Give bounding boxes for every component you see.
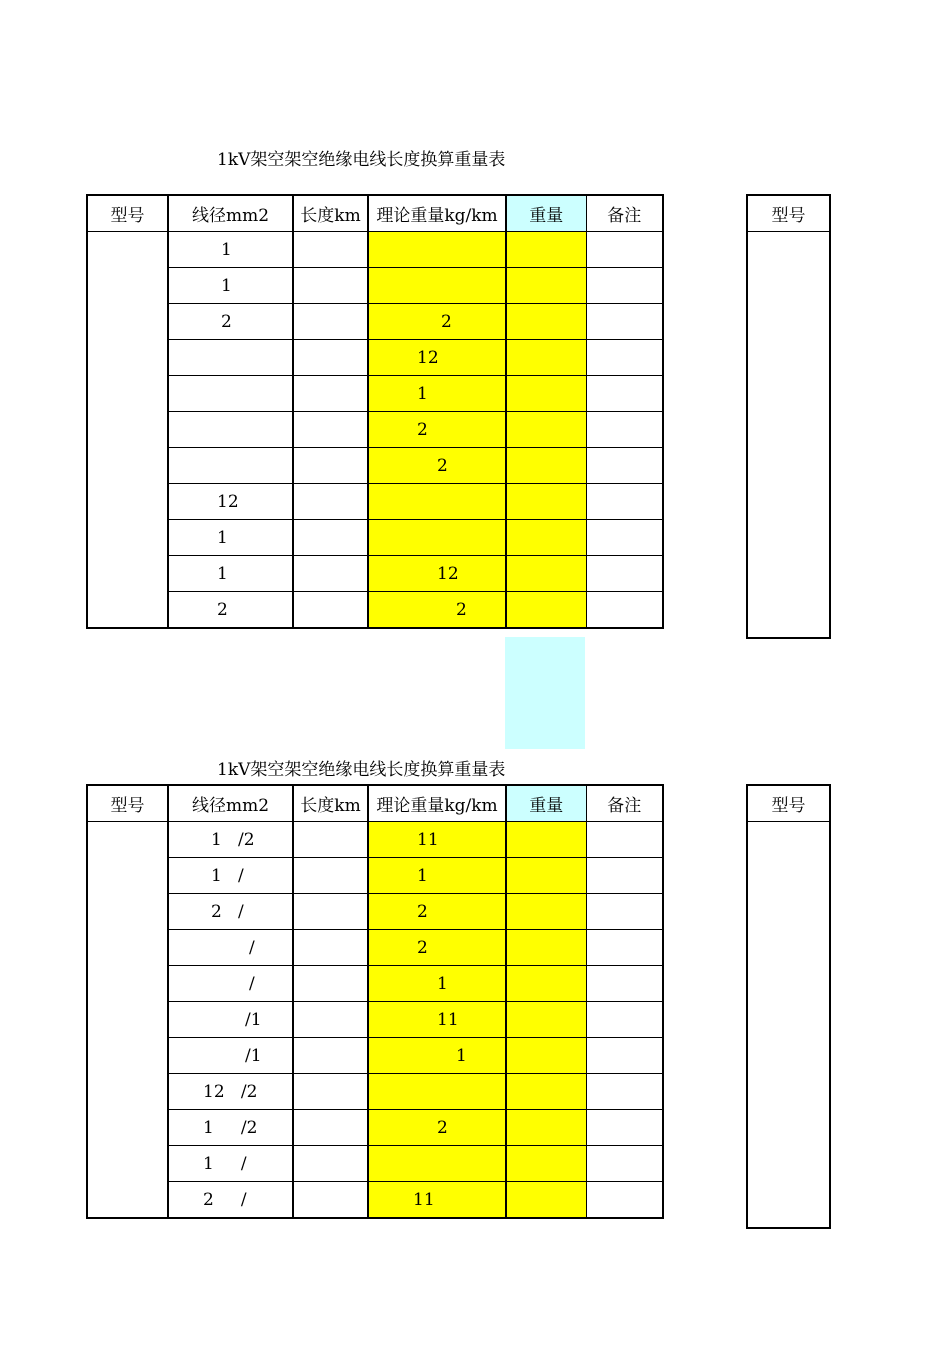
table-row xyxy=(87,1002,663,1038)
weight-cell[interactable] xyxy=(506,520,586,556)
length-cell[interactable] xyxy=(293,232,368,268)
note-cell[interactable] xyxy=(586,930,663,966)
weight-cell[interactable] xyxy=(506,556,586,592)
table-row xyxy=(87,520,663,556)
weight-cell[interactable] xyxy=(506,376,586,412)
model-cell[interactable] xyxy=(87,376,168,412)
model-cell[interactable] xyxy=(87,232,168,268)
model-cell[interactable] xyxy=(87,520,168,556)
diameter-cell[interactable] xyxy=(168,340,293,376)
model-cell[interactable] xyxy=(87,1074,168,1110)
side-model-cell[interactable] xyxy=(747,822,830,1229)
weight-cell[interactable] xyxy=(506,1074,586,1110)
theory-weight-cell[interactable] xyxy=(368,1074,506,1110)
header-diameter: 线径mm2 xyxy=(168,195,293,232)
length-cell[interactable] xyxy=(293,520,368,556)
table-row xyxy=(87,1038,663,1074)
header-weight: 重量 xyxy=(506,785,586,822)
diameter-cell[interactable]: 1 /2 xyxy=(168,1110,293,1146)
theory-weight-cell[interactable]: 11 xyxy=(368,1182,506,1219)
diameter-cell[interactable]: 12 /2 xyxy=(168,1074,293,1110)
note-cell[interactable] xyxy=(586,858,663,894)
length-cell[interactable] xyxy=(293,894,368,930)
header-note: 备注 xyxy=(586,195,663,232)
header-diameter: 线径mm2 xyxy=(168,785,293,822)
theory-weight-cell[interactable]: 2 xyxy=(368,1110,506,1146)
length-cell[interactable] xyxy=(293,340,368,376)
note-cell[interactable] xyxy=(586,894,663,930)
note-cell[interactable] xyxy=(586,484,663,520)
table-row xyxy=(87,592,663,629)
table-title: 1kV架空架空绝缘电线长度换算重量表 xyxy=(217,150,506,170)
model-cell[interactable] xyxy=(87,592,168,629)
table-row xyxy=(87,268,663,304)
diameter-cell[interactable] xyxy=(168,376,293,412)
model-cell[interactable] xyxy=(87,966,168,1002)
note-cell[interactable] xyxy=(586,520,663,556)
length-cell[interactable] xyxy=(293,448,368,484)
length-cell[interactable] xyxy=(293,930,368,966)
length-cell[interactable] xyxy=(293,1002,368,1038)
header-weight: 重量 xyxy=(506,195,586,232)
model-cell[interactable] xyxy=(87,930,168,966)
diameter-cell[interactable]: / xyxy=(168,966,293,1002)
model-cell[interactable] xyxy=(87,268,168,304)
diameter-cell[interactable]: /1 xyxy=(168,1002,293,1038)
weight-cell[interactable] xyxy=(506,822,586,858)
note-cell[interactable] xyxy=(586,1182,663,1219)
diameter-cell[interactable]: 1 xyxy=(168,268,293,304)
model-cell[interactable] xyxy=(87,448,168,484)
length-cell[interactable] xyxy=(293,412,368,448)
model-cell[interactable] xyxy=(87,894,168,930)
theory-weight-cell[interactable]: 2 xyxy=(368,448,506,484)
weight-column-highlight xyxy=(505,637,585,749)
header-theory-weight: 理论重量kg/km xyxy=(368,195,506,232)
length-cell[interactable] xyxy=(293,304,368,340)
weight-cell[interactable] xyxy=(506,966,586,1002)
header-row xyxy=(87,785,663,822)
theory-weight-cell[interactable]: 2 xyxy=(368,930,506,966)
table-row xyxy=(87,376,663,412)
weight-cell[interactable] xyxy=(506,1038,586,1074)
weight-cell[interactable] xyxy=(506,448,586,484)
diameter-cell[interactable]: 1 xyxy=(168,556,293,592)
model-cell[interactable] xyxy=(87,412,168,448)
model-cell[interactable] xyxy=(87,340,168,376)
side-table-1 xyxy=(746,194,831,639)
note-cell[interactable] xyxy=(586,1074,663,1110)
length-cell[interactable] xyxy=(293,484,368,520)
theory-weight-cell[interactable]: 2 xyxy=(368,412,506,448)
theory-weight-cell[interactable] xyxy=(368,520,506,556)
header-length: 长度km xyxy=(293,195,368,232)
table-row xyxy=(87,1182,663,1219)
model-cell[interactable] xyxy=(87,1110,168,1146)
table-row xyxy=(87,556,663,592)
weight-cell[interactable] xyxy=(506,232,586,268)
model-cell[interactable] xyxy=(87,304,168,340)
model-cell[interactable] xyxy=(87,1002,168,1038)
side-header-model: 型号 xyxy=(747,785,830,822)
table-row xyxy=(87,304,663,340)
weight-cell[interactable] xyxy=(506,412,586,448)
weight-cell[interactable] xyxy=(506,1110,586,1146)
note-cell[interactable] xyxy=(586,1002,663,1038)
note-cell[interactable] xyxy=(586,822,663,858)
length-cell[interactable] xyxy=(293,966,368,1002)
length-cell[interactable] xyxy=(293,1110,368,1146)
side-header-model: 型号 xyxy=(747,195,830,232)
theory-weight-cell[interactable]: 12 xyxy=(368,340,506,376)
model-cell[interactable] xyxy=(87,822,168,858)
length-cell[interactable] xyxy=(293,1038,368,1074)
theory-weight-cell[interactable]: 2 xyxy=(368,894,506,930)
model-cell[interactable] xyxy=(87,858,168,894)
diameter-cell[interactable]: /1 xyxy=(168,1038,293,1074)
table-title: 1kV架空架空绝缘电线长度换算重量表 xyxy=(217,760,506,780)
theory-weight-cell[interactable]: 1 xyxy=(368,966,506,1002)
note-cell[interactable] xyxy=(586,556,663,592)
note-cell[interactable] xyxy=(586,304,663,340)
side-table-2 xyxy=(746,784,831,1229)
table-row xyxy=(87,1146,663,1182)
note-cell[interactable] xyxy=(586,966,663,1002)
model-cell[interactable] xyxy=(87,1038,168,1074)
table-row xyxy=(87,966,663,1002)
theory-weight-cell[interactable] xyxy=(368,1146,506,1182)
theory-weight-cell[interactable]: 2 xyxy=(368,304,506,340)
diameter-cell[interactable]: 1 /2 xyxy=(168,822,293,858)
length-cell[interactable] xyxy=(293,556,368,592)
length-cell[interactable] xyxy=(293,858,368,894)
diameter-cell[interactable]: 12 xyxy=(168,484,293,520)
length-cell[interactable] xyxy=(293,376,368,412)
length-cell[interactable] xyxy=(293,268,368,304)
length-cell[interactable] xyxy=(293,1146,368,1182)
header-length: 长度km xyxy=(293,785,368,822)
diameter-cell[interactable]: 2 xyxy=(168,304,293,340)
length-cell[interactable] xyxy=(293,592,368,629)
side-model-cell[interactable] xyxy=(747,232,830,639)
table-row xyxy=(87,412,663,448)
theory-weight-cell[interactable]: 12 xyxy=(368,556,506,592)
note-cell[interactable] xyxy=(586,340,663,376)
theory-weight-cell[interactable] xyxy=(368,232,506,268)
weight-cell[interactable] xyxy=(506,930,586,966)
theory-weight-cell[interactable]: 1 xyxy=(368,858,506,894)
table-row xyxy=(87,822,663,858)
table-row xyxy=(87,232,663,268)
table-row xyxy=(87,930,663,966)
weight-table-1 xyxy=(86,194,664,629)
model-cell[interactable] xyxy=(87,1182,168,1219)
note-cell[interactable] xyxy=(586,592,663,629)
table-row xyxy=(87,894,663,930)
table-row xyxy=(87,484,663,520)
diameter-cell[interactable] xyxy=(168,448,293,484)
model-cell[interactable] xyxy=(87,1146,168,1182)
note-cell[interactable] xyxy=(586,232,663,268)
weight-cell[interactable] xyxy=(506,268,586,304)
note-cell[interactable] xyxy=(586,1038,663,1074)
table-row xyxy=(87,1110,663,1146)
weight-cell[interactable] xyxy=(506,1182,586,1219)
weight-cell[interactable] xyxy=(506,1146,586,1182)
note-cell[interactable] xyxy=(586,376,663,412)
theory-weight-cell[interactable] xyxy=(368,484,506,520)
note-cell[interactable] xyxy=(586,448,663,484)
weight-cell[interactable] xyxy=(506,484,586,520)
length-cell[interactable] xyxy=(293,1074,368,1110)
weight-cell[interactable] xyxy=(506,592,586,629)
diameter-cell[interactable]: 1 / xyxy=(168,858,293,894)
weight-cell[interactable] xyxy=(506,858,586,894)
diameter-cell[interactable]: 2 xyxy=(168,592,293,629)
diameter-cell[interactable]: 2 / xyxy=(168,894,293,930)
note-cell[interactable] xyxy=(586,412,663,448)
diameter-cell[interactable]: 1 / xyxy=(168,1146,293,1182)
note-cell[interactable] xyxy=(586,1110,663,1146)
weight-table-2 xyxy=(86,784,664,1219)
note-cell[interactable] xyxy=(586,268,663,304)
theory-weight-cell[interactable]: 11 xyxy=(368,822,506,858)
header-model: 型号 xyxy=(87,785,168,822)
table-row xyxy=(87,448,663,484)
diameter-cell[interactable] xyxy=(168,412,293,448)
diameter-cell[interactable]: / xyxy=(168,930,293,966)
theory-weight-cell[interactable]: 11 xyxy=(368,1002,506,1038)
header-theory-weight: 理论重量kg/km xyxy=(368,785,506,822)
diameter-cell[interactable]: 1 xyxy=(168,232,293,268)
table-row xyxy=(87,858,663,894)
table-row xyxy=(87,340,663,376)
note-cell[interactable] xyxy=(586,1146,663,1182)
table-row xyxy=(87,1074,663,1110)
theory-weight-cell[interactable] xyxy=(368,268,506,304)
diameter-cell[interactable]: 2 / xyxy=(168,1182,293,1219)
model-cell[interactable] xyxy=(87,556,168,592)
header-model: 型号 xyxy=(87,195,168,232)
weight-cell[interactable] xyxy=(506,340,586,376)
weight-cell[interactable] xyxy=(506,304,586,340)
theory-weight-cell[interactable]: 1 xyxy=(368,1038,506,1074)
model-cell[interactable] xyxy=(87,484,168,520)
length-cell[interactable] xyxy=(293,1182,368,1219)
header-note: 备注 xyxy=(586,785,663,822)
theory-weight-cell[interactable]: 2 xyxy=(368,592,506,629)
header-row xyxy=(87,195,663,232)
weight-cell[interactable] xyxy=(506,1002,586,1038)
length-cell[interactable] xyxy=(293,822,368,858)
weight-cell[interactable] xyxy=(506,894,586,930)
diameter-cell[interactable]: 1 xyxy=(168,520,293,556)
theory-weight-cell[interactable]: 1 xyxy=(368,376,506,412)
